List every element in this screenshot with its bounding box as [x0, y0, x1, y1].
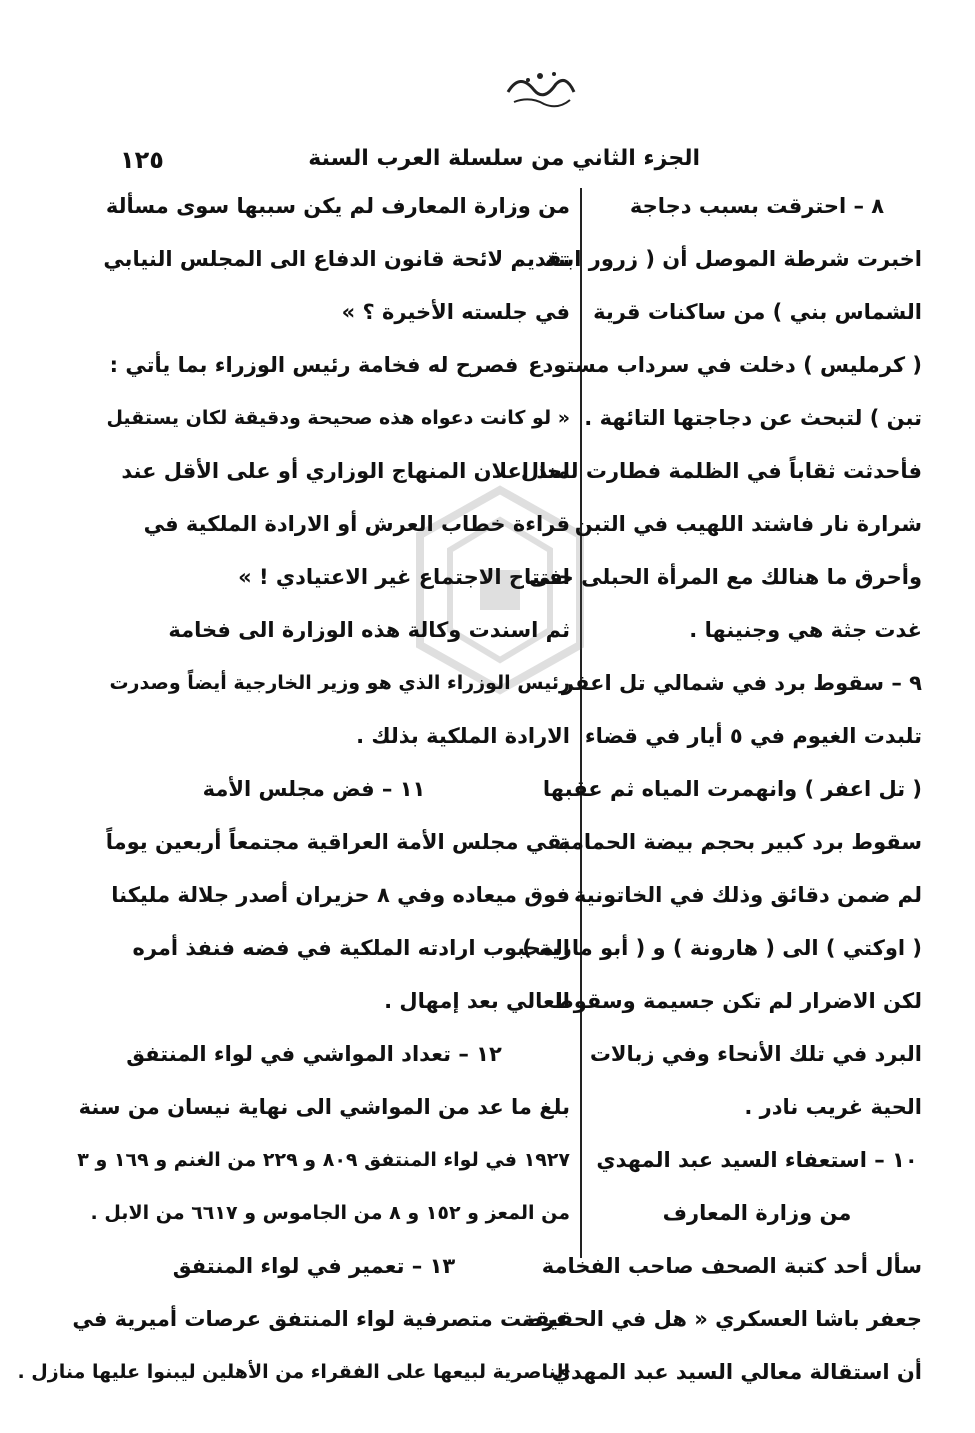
text-line: ١٩٢٧ في لواء المنتفق ٨٠٩ و ٢٢٩ من الغنم و ١٦٩ و ٣	[77, 1149, 570, 1171]
section-heading: ١٠ – استعفاء السيد عبد المهدي	[596, 1148, 918, 1172]
text-line: بقي مجلس الأمة العراقية مجتمعاً أربعين يوماً	[105, 830, 570, 854]
text-line: رئيس الوزراء الذي هو وزير الخارجية أيضاً وصدرت	[109, 672, 570, 694]
text-line: بلغ ما عد من المواشي الى نهاية نيسان من سنة	[78, 1095, 570, 1119]
section-heading: ٨ – احترقت بسبب دجاجة	[629, 194, 885, 218]
text-line: من وزارة المعارف لم يكن سببها سوى مسألة	[105, 194, 570, 218]
text-line: وأحرق ما هنالك مع المرأة الحبلى حتى	[528, 565, 922, 589]
text-line: الحية غريب نادر .	[744, 1095, 922, 1119]
section-subheading: من وزارة المعارف	[662, 1201, 852, 1225]
text-line: تبن ) لتبحث عن دجاجتها التائهة .	[584, 406, 922, 430]
section-heading: ١١ – فض مجلس الأمة	[202, 777, 426, 801]
text-line: « لو كانت دعواه هذه صحيحة ودقيقة لكان يستقيل	[106, 407, 570, 429]
text-line: الناصرية لبيعها على الفقراء من الأهلين ليبنوا عليها منازل .	[17, 1361, 570, 1383]
text-line: فصرح له فخامة رئيس الوزراء بما يأتي :	[109, 353, 519, 377]
running-header	[60, 140, 900, 184]
text-line: عرضت متصرفية لواء المنتفق عرصات أميرية في	[72, 1307, 570, 1331]
text-line: العالي بعد إمهال .	[384, 989, 570, 1013]
text-line: من المعز و ١٥٢ و ٨ من الجاموس و ٦٦١٧ من الابل .	[90, 1202, 570, 1224]
text-line: أن استقالة معالي السيد عبد المهدي	[551, 1360, 922, 1384]
section-heading: ٩ – سقوط برد في شمالي تل اعفر	[561, 671, 922, 695]
text-line: ثم اسندت وكالة هذه الوزارة الى فخامة	[168, 618, 570, 642]
text-line: سقوط برد كبير بحجم بيضة الحمامة	[558, 830, 922, 854]
right-column	[520, 180, 922, 1399]
text-line: الارادة الملكية بذلك .	[356, 724, 570, 748]
text-line: تقديم لائحة قانون الدفاع الى المجلس النيابي	[103, 247, 570, 271]
text-line: لم ضمن دقائق وذلك في الخاتونية	[573, 883, 922, 907]
text-line: ( تل اعفر ) وانهمرت المياه ثم عقبها	[542, 777, 922, 801]
text-line: فوق ميعاده وفي ٨ حزيران أصدر جلالة مليكنا	[111, 883, 570, 907]
text-line: افتتاح الاجتماع غير الاعتيادي ! »	[238, 565, 570, 589]
text-line: قراءة خطاب العرش أو الارادة الملكية في	[143, 512, 570, 536]
left-column	[17, 180, 570, 1399]
text-line: ( كرمليس ) دخلت في سرداب مستودع	[528, 353, 922, 377]
library-stamp-icon	[500, 62, 580, 114]
text-line: اخبرت شرطة الموصل أن ( زرور ابنة	[545, 247, 922, 271]
header-title: الجزء الثاني من سلسلة العرب السنة	[308, 146, 700, 171]
text-line: غدت جثة هي وجنينها .	[689, 618, 922, 642]
text-line: لكن الاضرار لم تكن جسيمة وسقوط	[551, 989, 922, 1013]
text-line: تلبدت الغيوم في ٥ أيار في قضاء	[584, 724, 922, 748]
text-line: الشماس بني ) من ساكنات قرية	[593, 300, 922, 324]
section-heading: ١٢ – تعداد المواشي في لواء المنتفق	[126, 1042, 502, 1066]
text-line: سأل أحد كتبة الصحف صاحب الفخامة	[541, 1254, 922, 1278]
text-line: في جلسته الأخيرة ؟ »	[341, 300, 570, 324]
text-line: جعفر باشا العسكري « هل في الحقيقة	[522, 1307, 922, 1331]
text-line: ( اوكتي ) الى ( هارونة ) و ( أبو مارية )	[522, 936, 922, 960]
text-line: المحبوب ارادته الملكية في فضه فنفذ أمره	[132, 936, 570, 960]
text-line: البرد في تلك الأنحاء وفي زبالات	[589, 1042, 922, 1066]
text-line: شرارة نار فاشتد اللهيب في التبن	[574, 512, 922, 536]
text-line: منذ اعلان المنهاج الوزاري أو على الأقل عند	[121, 459, 570, 483]
page-number: ١٢٥	[120, 146, 164, 174]
text-line: فأحدثت ثقاباً في الظلمة فطارت للحال	[520, 459, 922, 483]
section-heading: ١٣ – تعمير في لواء المنتفق	[172, 1254, 456, 1278]
